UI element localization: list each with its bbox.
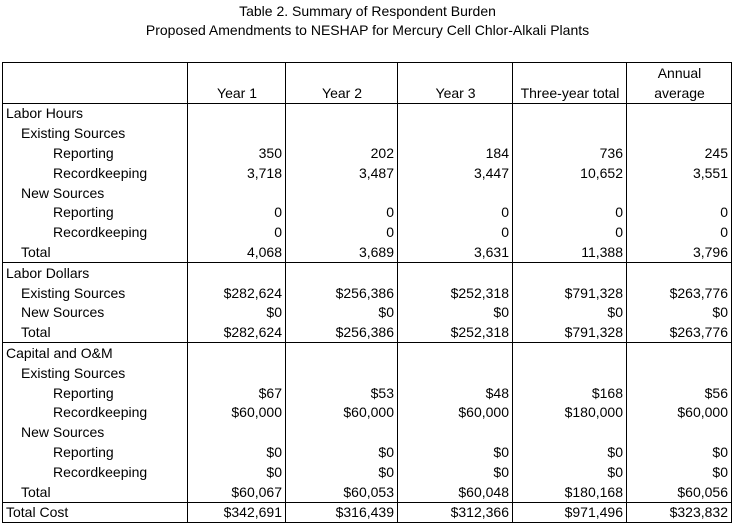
col-header-year1: Year 1 [188, 83, 286, 103]
table-cell: 10,652 [513, 163, 627, 183]
table-cell [398, 262, 513, 282]
table-cell [513, 123, 627, 143]
table-cell: 350 [188, 143, 286, 163]
table-cell [188, 422, 286, 442]
table-cell: 3,689 [286, 242, 398, 262]
table-cell [188, 123, 286, 143]
row-label: Reporting [3, 442, 188, 462]
table-row [3, 442, 732, 462]
table-cell [398, 183, 513, 203]
table-row [3, 123, 732, 143]
table-cell: $252,318 [398, 283, 513, 303]
table-cell: $60,053 [286, 482, 398, 502]
table-row [3, 322, 732, 342]
table-row [3, 363, 732, 383]
row-label: Reporting [3, 203, 188, 223]
table-cell: $0 [627, 442, 732, 462]
table-cell: $180,168 [513, 482, 627, 502]
table-cell: 11,388 [513, 242, 627, 262]
table-row [3, 163, 732, 183]
header-corner [3, 63, 188, 83]
table-cell: $0 [398, 442, 513, 462]
table-cell: 0 [513, 203, 627, 223]
table-row [3, 482, 732, 502]
table-subtitle: Proposed Amendments to NESHAP for Mercury Cell Chlor-Alkali Plants [145, 22, 590, 38]
table-cell [286, 183, 398, 203]
table-cell: $180,000 [513, 403, 627, 423]
table-cell: $0 [513, 442, 627, 462]
table-cell: 202 [286, 143, 398, 163]
table-cell: $0 [627, 462, 732, 482]
table-cell [398, 343, 513, 363]
table-row [3, 183, 732, 203]
table-cell: $282,624 [188, 283, 286, 303]
table-cell [398, 123, 513, 143]
row-label: New Sources [3, 422, 188, 442]
table-cell: $971,496 [513, 502, 627, 523]
table-row [3, 343, 732, 363]
header-row-top [3, 63, 732, 83]
table-row [3, 403, 732, 423]
row-label: Total [3, 482, 188, 502]
table-cell: 0 [286, 222, 398, 242]
row-label: Existing Sources [3, 363, 188, 383]
table-cell: $60,067 [188, 482, 286, 502]
table-title: Table 2. Summary of Respondent Burden [239, 3, 496, 19]
table-cell: 3,447 [398, 163, 513, 183]
table-cell [513, 262, 627, 282]
table-cell: $0 [513, 462, 627, 482]
table-cell: $316,439 [286, 502, 398, 523]
table-row [3, 422, 732, 442]
table-cell [398, 422, 513, 442]
table-cell [513, 343, 627, 363]
col-header-annual-line1: Annual [627, 63, 732, 83]
table-cell [286, 123, 398, 143]
table-cell [188, 103, 286, 123]
table-cell: $60,000 [627, 403, 732, 423]
table-cell: $60,000 [286, 403, 398, 423]
table-cell: $0 [188, 462, 286, 482]
row-label: Recordkeeping [3, 462, 188, 482]
table-cell: 4,068 [188, 242, 286, 262]
table-cell [398, 363, 513, 383]
table-cell: 3,551 [627, 163, 732, 183]
row-label: Reporting [3, 143, 188, 163]
table-cell: $0 [286, 442, 398, 462]
table-cell: $0 [188, 442, 286, 462]
table-cell: $60,000 [188, 403, 286, 423]
table-cell: $0 [188, 303, 286, 323]
table-row [3, 143, 732, 163]
table-cell [627, 343, 732, 363]
table-cell: $60,056 [627, 482, 732, 502]
table-cell: $791,328 [513, 283, 627, 303]
table-cell [627, 103, 732, 123]
table-cell [398, 103, 513, 123]
table-cell [286, 262, 398, 282]
table-cell: 245 [627, 143, 732, 163]
table-cell: $53 [286, 383, 398, 403]
table-cell [188, 262, 286, 282]
table-title-block [0, 0, 735, 40]
table-cell: 0 [627, 203, 732, 223]
table-cell: $312,366 [398, 502, 513, 523]
table-cell: 3,487 [286, 163, 398, 183]
table-cell: 736 [513, 143, 627, 163]
table-cell: $0 [286, 303, 398, 323]
row-label: Recordkeeping [3, 222, 188, 242]
table-cell [513, 363, 627, 383]
table-cell: $256,386 [286, 283, 398, 303]
table-row [3, 502, 732, 523]
row-label: Existing Sources [3, 123, 188, 143]
row-label: Labor Dollars [3, 262, 188, 282]
table-cell: $342,691 [188, 502, 286, 523]
table-cell: $0 [513, 303, 627, 323]
row-label: Capital and O&M [3, 343, 188, 363]
table-cell: $60,048 [398, 482, 513, 502]
table-cell [188, 183, 286, 203]
table-cell: 3,718 [188, 163, 286, 183]
row-label: Total [3, 322, 188, 342]
table-cell: $168 [513, 383, 627, 403]
table-row [3, 283, 732, 303]
table-cell: $263,776 [627, 283, 732, 303]
table-cell: $67 [188, 383, 286, 403]
table-cell: $48 [398, 383, 513, 403]
table-cell [188, 343, 286, 363]
table-cell: 0 [398, 203, 513, 223]
row-label: New Sources [3, 303, 188, 323]
table-cell [286, 343, 398, 363]
row-label: Total [3, 242, 188, 262]
table-cell: $0 [398, 303, 513, 323]
table-cell [286, 363, 398, 383]
table-cell: $0 [286, 462, 398, 482]
table-cell: $256,386 [286, 322, 398, 342]
table-cell: $323,832 [627, 502, 732, 523]
row-label: Reporting [3, 383, 188, 403]
table-cell: 0 [286, 203, 398, 223]
row-label: Total Cost [3, 502, 188, 523]
table-cell: $263,776 [627, 322, 732, 342]
table-row [3, 383, 732, 403]
table-cell: $282,624 [188, 322, 286, 342]
row-label: Labor Hours [3, 103, 188, 123]
col-header-year3: Year 3 [398, 83, 513, 103]
table-cell [627, 262, 732, 282]
table-cell: 3,631 [398, 242, 513, 262]
table-cell [513, 422, 627, 442]
table-cell: $252,318 [398, 322, 513, 342]
header-row [3, 83, 732, 103]
table-cell: 184 [398, 143, 513, 163]
table-row [3, 222, 732, 242]
table-cell [513, 103, 627, 123]
table-row [3, 103, 732, 123]
col-header-annual-line2: average [627, 83, 732, 103]
row-label: Recordkeeping [3, 403, 188, 423]
table-cell: 0 [513, 222, 627, 242]
table-row [3, 203, 732, 223]
table-cell [627, 183, 732, 203]
table-cell [286, 422, 398, 442]
table-cell [513, 183, 627, 203]
row-label: Recordkeeping [3, 163, 188, 183]
respondent-burden-table [2, 62, 732, 523]
table-cell: $0 [627, 303, 732, 323]
table-cell [627, 123, 732, 143]
table-row [3, 242, 732, 262]
table-cell: 0 [398, 222, 513, 242]
table-cell: 0 [627, 222, 732, 242]
table-cell: 3,796 [627, 242, 732, 262]
table-cell [627, 363, 732, 383]
row-label: Existing Sources [3, 283, 188, 303]
table-cell: $0 [398, 462, 513, 482]
table-cell: 0 [188, 203, 286, 223]
table-cell: $791,328 [513, 322, 627, 342]
table-row [3, 262, 732, 282]
table-row [3, 462, 732, 482]
table-cell [627, 422, 732, 442]
table-cell: $56 [627, 383, 732, 403]
row-label: New Sources [3, 183, 188, 203]
table-row [3, 303, 732, 323]
col-header-year2: Year 2 [286, 83, 398, 103]
table-cell [188, 363, 286, 383]
table-cell: 0 [188, 222, 286, 242]
col-header-three-year-total: Three-year total [513, 83, 627, 103]
table-cell: $60,000 [398, 403, 513, 423]
table-cell [286, 103, 398, 123]
